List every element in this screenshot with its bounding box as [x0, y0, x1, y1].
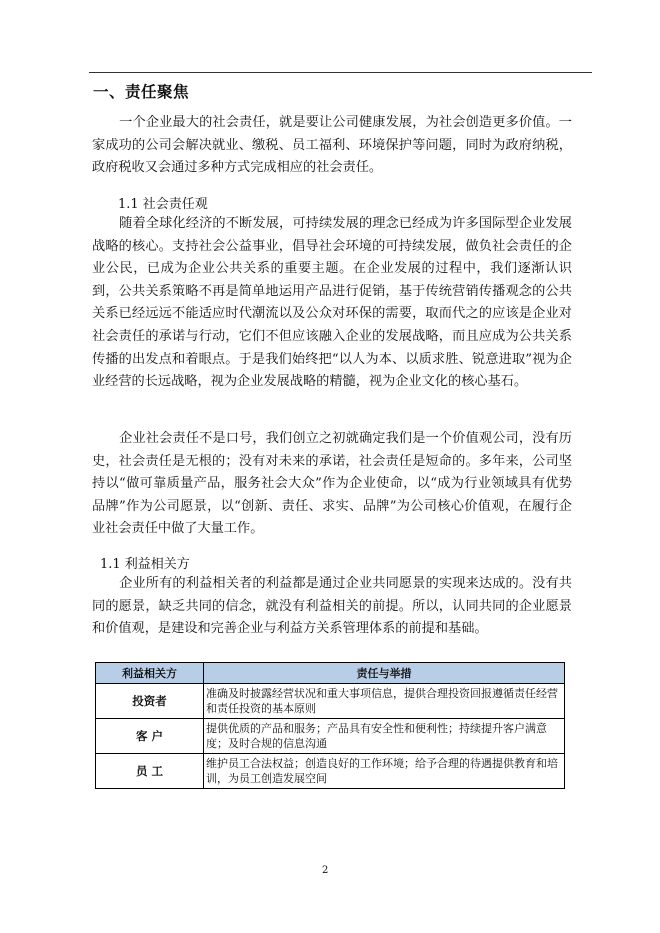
table-row	[96, 684, 565, 719]
social-responsibility-paragraph-2	[92, 428, 572, 541]
table-cell-measures: 准确及时披露经营状况和重大事项信息，提供合理投资回报遵循责任经营和责任投资的基本原则	[204, 684, 565, 719]
subsection-title-stakeholders: 1.1 利益相关方	[100, 557, 190, 572]
social-responsibility-paragraph-1-text: 随着全球化经济的不断发展，可持续发展的理念已经成为许多国际型企业发展战略的核心。支持社会公益事业，倡导社会环境的可持续发展，做负社会责任的企业公民，已成为企业公共关系的重要主题。在企业发展的过程中，我们逐渐认识到，公共关系策略不再是简单地运用产品进行促销，基于传统营销传播观念的公共关系已经远远不能适应时代潮流以及公众对环保的需要，取而代之的应该是企业对社会责任的承诺与行动，它们不但应该融入企业的发展战略，而且应成为公共关系传播的出发点和着眼点。于是我们始终把“以人为本、以质求胜、锐意进取”视为企业经营的长远战略，视为企业发展战略的精髓，视为企业文化的核心基石。	[92, 216, 572, 390]
table-header-row	[96, 663, 565, 684]
table-cell-party: 投资者	[96, 684, 204, 719]
table-row	[96, 754, 565, 789]
table-cell-party: 客 户	[96, 719, 204, 754]
stakeholders-paragraph	[92, 573, 572, 641]
table-cell-party: 员 工	[96, 754, 204, 789]
stakeholders-paragraph-text: 企业所有的利益相关者的利益都是通过企业共同愿景的实现来达成的。没有共同的愿景，缺乏共同的信念，就没有利益相关的前提。所以，认同共同的企业愿景和价值观，是建设和完善企业与利益方关系管理体系的前提和基础。	[92, 576, 572, 637]
table-cell-measures: 维护员工合法权益；创造良好的工作环境；给予合理的待遇提供教育和培训，为员工创造发展空间	[204, 754, 565, 789]
intro-paragraph-text: 一个企业最大的社会责任，就是要让公司健康发展，为社会创造更多价值。一家成功的公司会解决就业、缴税、员工福利、环境保护等问题，同时为政府纳税，政府税收又会通过多种方式完成相应的社会责任。	[92, 115, 572, 176]
social-responsibility-paragraph-1	[92, 213, 572, 394]
intro-paragraph	[92, 112, 572, 180]
section-heading: 一、责任聚焦	[93, 83, 190, 101]
header-rule	[89, 72, 592, 73]
page-number: 2	[322, 865, 329, 876]
table-header-measures: 责任与举措	[204, 663, 565, 684]
table-cell-measures: 提供优质的产品和服务；产品具有安全性和便利性；持续提升客户满意度；及时合规的信息沟通	[204, 719, 565, 754]
table-header-party: 利益相关方	[96, 663, 204, 684]
subsection-title-social-responsibility: 1.1 社会责任观	[118, 197, 208, 212]
social-responsibility-paragraph-2-text: 企业社会责任不是口号，我们创立之初就确定我们是一个价值观公司，没有历史，社会责任是无根的；没有对未来的承诺，社会责任是短命的。多年来，公司坚持以“做可靠质量产品，服务社会大众”作为企业使命，以“成为行业领域具有优势品牌”作为公司愿景，以“创新、责任、求实、品牌”为公司核心价值观，在履行企业社会责任中做了大量工作。	[92, 431, 572, 537]
table-row	[96, 719, 565, 754]
stakeholder-table	[95, 662, 565, 789]
